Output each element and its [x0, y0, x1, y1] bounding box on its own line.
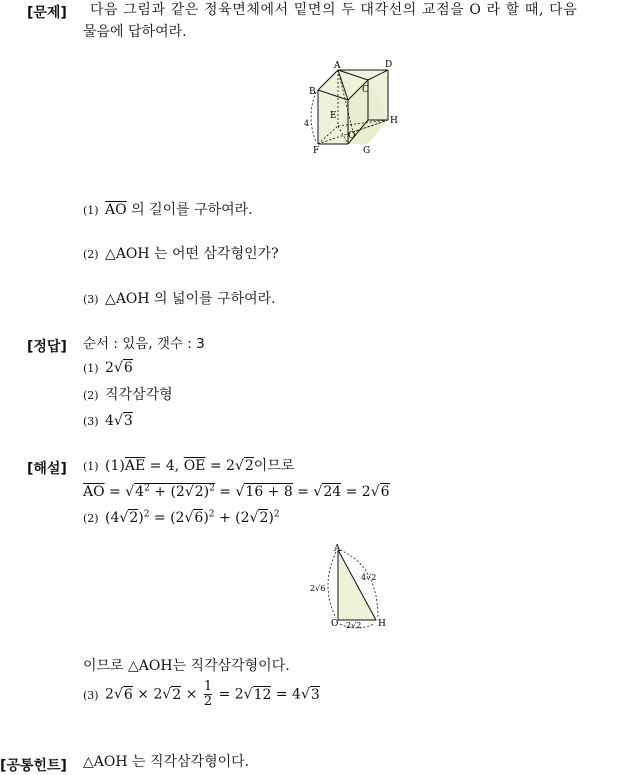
problem-line-2: 물음에 답하여라. — [83, 24, 187, 40]
cube-label-g: G — [363, 146, 371, 156]
cube-label-b: B — [309, 87, 316, 97]
cube-label-h: H — [390, 116, 398, 126]
cube-label-side: 4 — [304, 119, 310, 128]
explanation-label: [해설] — [27, 461, 67, 477]
explanation-line-2: $\overline{AO} = √4^2 + (2√2)^2 = √16 + 8 = √24 = 2√6$ — [83, 483, 390, 500]
triangle-label-o: O — [331, 619, 339, 629]
cube-label-d: D — [385, 60, 393, 70]
problem-line-1: 다음 그림과 같은 정육면체에서 밑면의 두 대각선의 교점을 O 라 할 때, 다음 — [90, 2, 578, 18]
problem-label: [문제] — [27, 5, 67, 21]
answer-meta: 순서 : 있음, 갯수 : 3 — [83, 336, 205, 352]
triangle-length-oh: 2√2 — [346, 621, 362, 630]
one-half-fraction: $\frac{1}{2}$ — [203, 679, 213, 709]
explanation-line-4: 이므로 △AOH는 직각삼각형이다. — [83, 658, 290, 674]
triangle-length-ah: 4√2 — [361, 573, 377, 582]
hint-text: △AOH 는 직각삼각형이다. — [83, 754, 250, 770]
cube-label-o: O — [348, 131, 356, 141]
cube-figure — [296, 56, 406, 160]
explanation-line-3: (2) $(4√2)^2 = (2√6)^2 + (2√2)^2$ — [83, 509, 280, 526]
question-2: (2) △AOH 는 어떤 삼각형인가? — [83, 246, 279, 262]
triangle-length-ao: 2√6 — [310, 584, 326, 593]
answer-label: [정답] — [27, 339, 67, 355]
cube-label-e: E — [330, 111, 337, 121]
cube-label-f: F — [313, 146, 320, 156]
answer-2: (2) 직각삼각형 — [83, 387, 173, 403]
answer-1: (1) 2√6 — [83, 360, 133, 376]
triangle-label-h: H — [378, 619, 386, 629]
hint-label: [공통힌트] — [0, 758, 67, 774]
explanation-line-5: (3) 2√6 × 2√2 × $\frac{1}{2}$ = 2√12 = 4√3 — [83, 679, 320, 709]
question-1: (1) $\overline{AO}$ 의 길이를 구하여라. — [83, 202, 253, 218]
answer-3: (3) 4√3 — [83, 413, 133, 429]
explanation-line-1: (1) $(1)\overline{AE} = 4$, $\overline{OE} = 2√2$이므로 — [83, 458, 295, 474]
triangle-figure — [306, 542, 396, 634]
cube-label-c: C — [362, 85, 369, 95]
triangle-label-a: A — [334, 544, 341, 554]
question-3: (3) △AOH 의 넓이를 구하여라. — [83, 291, 276, 307]
cube-label-a: A — [334, 61, 341, 71]
